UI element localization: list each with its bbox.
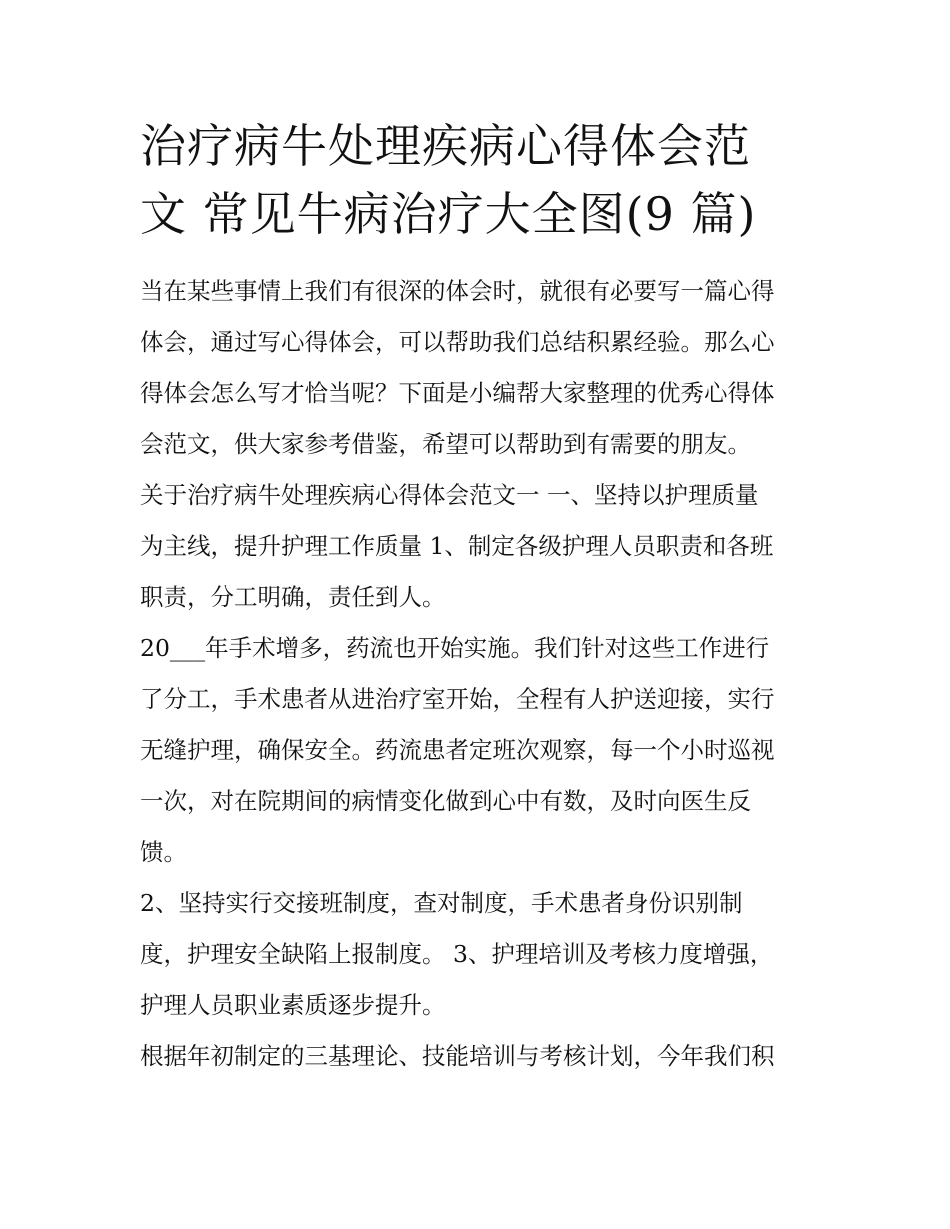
body-line: 为主线，提升护理工作质量 1、制定各级护理人员职责和各班 (140, 532, 774, 560)
body-line: 无缝护理，确保安全。药流患者定班次观察，每一个小时巡视 (140, 736, 775, 764)
body-line: 度，护理安全缺陷上报制度。 3、护理培训及考核力度增强， (140, 940, 774, 968)
body-line: 会范文，供大家参考借鉴，希望可以帮助到有需要的朋友。 (140, 430, 751, 458)
body-line: 得体会怎么写才恰当呢？下面是小编帮大家整理的优秀心得体 (140, 379, 775, 407)
document-body (140, 266, 830, 1082)
document-page (140, 112, 830, 1082)
body-line: 一次，对在院期间的病情变化做到心中有数，及时向医生反 (140, 787, 751, 815)
title-line: 文 常见牛病治疗大全图(9 篇) (140, 187, 757, 241)
document-title (140, 112, 830, 248)
body-line: 护理人员职业素质逐步提升。 (140, 991, 446, 1019)
body-line: 馈。 (140, 838, 187, 866)
body-line: 2、坚持实行交接班制度，查对制度，手术患者身份识别制 (140, 889, 743, 917)
body-line: 关于治疗病牛处理疾病心得体会范文一 一、坚持以护理质量 (140, 481, 759, 509)
body-line: 体会，通过写心得体会，可以帮助我们总结积累经验。那么心 (140, 328, 775, 356)
title-line: 治疗病牛处理疾病心得体会范 (140, 119, 751, 173)
body-line: 了分工，手术患者从进治疗室开始，全程有人护送迎接，实行 (140, 685, 775, 713)
body-line: 根据年初制定的三基理论、技能培训与考核计划，今年我们积 (140, 1042, 775, 1070)
body-line: 职责，分工明确，责任到人。 (140, 583, 446, 611)
body-line: 20___年手术增多，药流也开始实施。我们针对这些工作进行 (140, 634, 770, 662)
body-line: 当在某些事情上我们有很深的体会时，就很有必要写一篇心得 (140, 277, 775, 305)
